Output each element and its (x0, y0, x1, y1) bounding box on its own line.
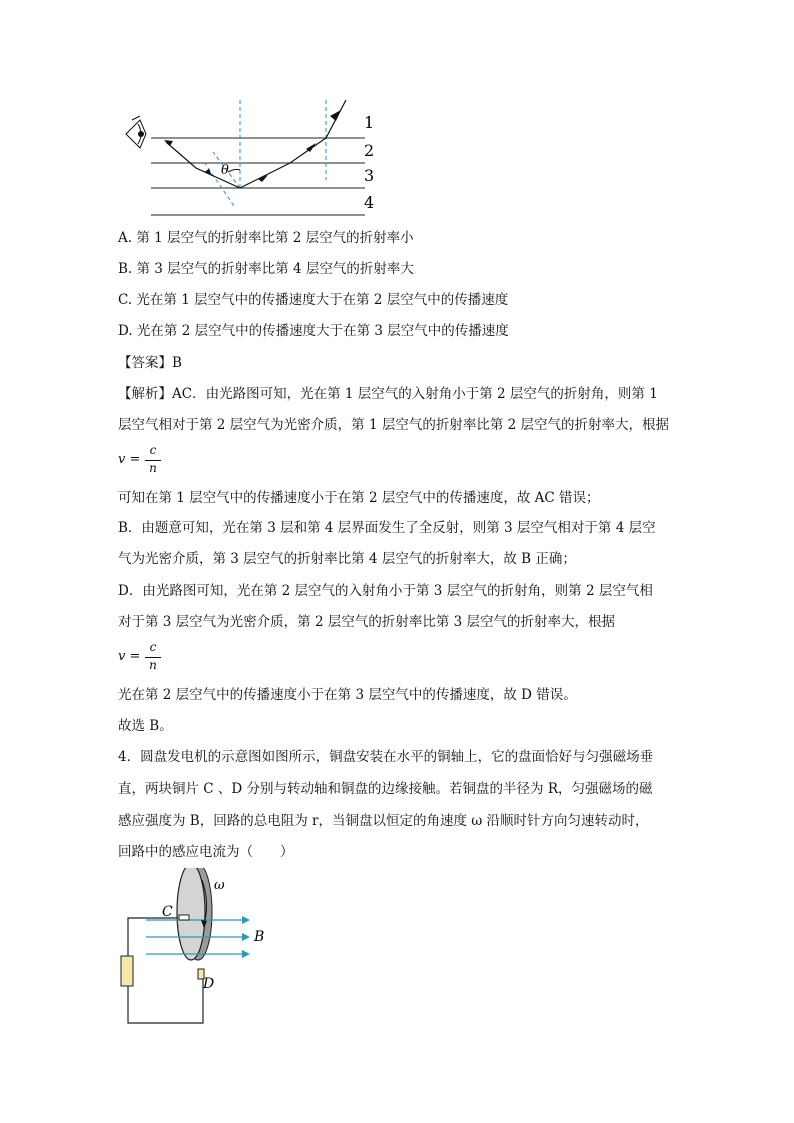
q4-line-1: 4．圆盘发电机的示意图如图所示，铜盘安装在水平的铜轴上，它的盘面恰好与匀强磁场垂 (118, 749, 654, 765)
analysis-line-2: 层空气相对于第 2 层空气为光密介质，第 1 层空气的折射率比第 2 层空气的折射率大，根据 (118, 417, 670, 433)
layer-label-1: 1 (364, 113, 375, 132)
copper-disk (177, 868, 205, 960)
refraction-figure (118, 96, 388, 222)
analysis-line-1: 【解析】AC．由光路图可知，光在第 1 层空气的入射角小于第 2 层空气的折射角，则第 1 (118, 386, 658, 402)
option-d: D. 光在第 2 层空气中的传播速度大于在第 3 层空气中的传播速度 (118, 323, 509, 339)
contact-c (179, 915, 189, 920)
option-b: B. 第 3 层空气的折射率比第 4 层空气的折射率大 (118, 261, 414, 277)
layer-label-2: 2 (364, 141, 375, 160)
d-label: D (203, 976, 215, 992)
omega-label: ω (214, 878, 225, 893)
theta-label: θ (221, 163, 229, 178)
formula-v-c-n-2 (118, 640, 168, 674)
analysis-line-9: 故选 B。 (118, 718, 173, 734)
formula-numerator: c (149, 640, 157, 654)
analysis-line-8: 光在第 2 层空气中的传播速度小于在第 3 层空气中的传播速度，故 D 错误。 (118, 687, 577, 703)
option-a: A. 第 1 层空气的折射率比第 2 层空气的折射率小 (118, 230, 414, 246)
analysis-line-3: 可知在第 1 层空气中的传播速度小于在第 2 层空气中的传播速度，故 AC 错误； (118, 490, 600, 506)
layer-label-4: 4 (364, 193, 375, 212)
answer: 【答案】B (118, 355, 182, 371)
analysis-line-6: D．由光路图可知，光在第 2 层空气的入射角小于第 3 层空气的折射角，则第 2 层空气相 (118, 583, 653, 599)
formula-lhs: v = (118, 452, 141, 467)
q4-line-4: 回路中的感应电流为（ ） (118, 844, 294, 860)
disk-generator-figure (118, 868, 288, 1030)
resistor (121, 956, 133, 986)
b-label: B (254, 929, 265, 945)
eye-icon (126, 116, 146, 148)
formula-denominator: n (149, 658, 157, 672)
formula-lhs: v = (118, 649, 141, 664)
formula-numerator: c (149, 443, 157, 457)
analysis-line-4: B．由题意可知，光在第 3 层和第 4 层界面发生了全反射，则第 3 层空气相对于第 4 层空 (118, 520, 656, 536)
q4-line-2: 直，两块铜片 C 、D 分别与转动轴和铜盘的边缘接触。若铜盘的半径为 R，匀强磁场的磁 (118, 781, 653, 797)
q4-line-3: 感应强度为 B，回路的总电阻为 r，当铜盘以恒定的角速度 ω 沿顺时针方向匀速转动时， (118, 813, 649, 829)
analysis-line-5: 气为光密介质，第 3 层空气的折射率比第 4 层空气的折射率大，故 B 正确； (118, 551, 576, 567)
option-c: C. 光在第 1 层空气中的传播速度大于在第 2 层空气中的传播速度 (118, 292, 509, 308)
analysis-line-7: 对于第 3 层空气为光密介质，第 2 层空气的折射率比第 3 层空气的折射率大，根据 (118, 614, 616, 630)
formula-denominator: n (149, 461, 157, 475)
layer-label-3: 3 (364, 166, 375, 185)
c-label: C (162, 904, 173, 920)
formula-v-c-n (118, 443, 168, 477)
